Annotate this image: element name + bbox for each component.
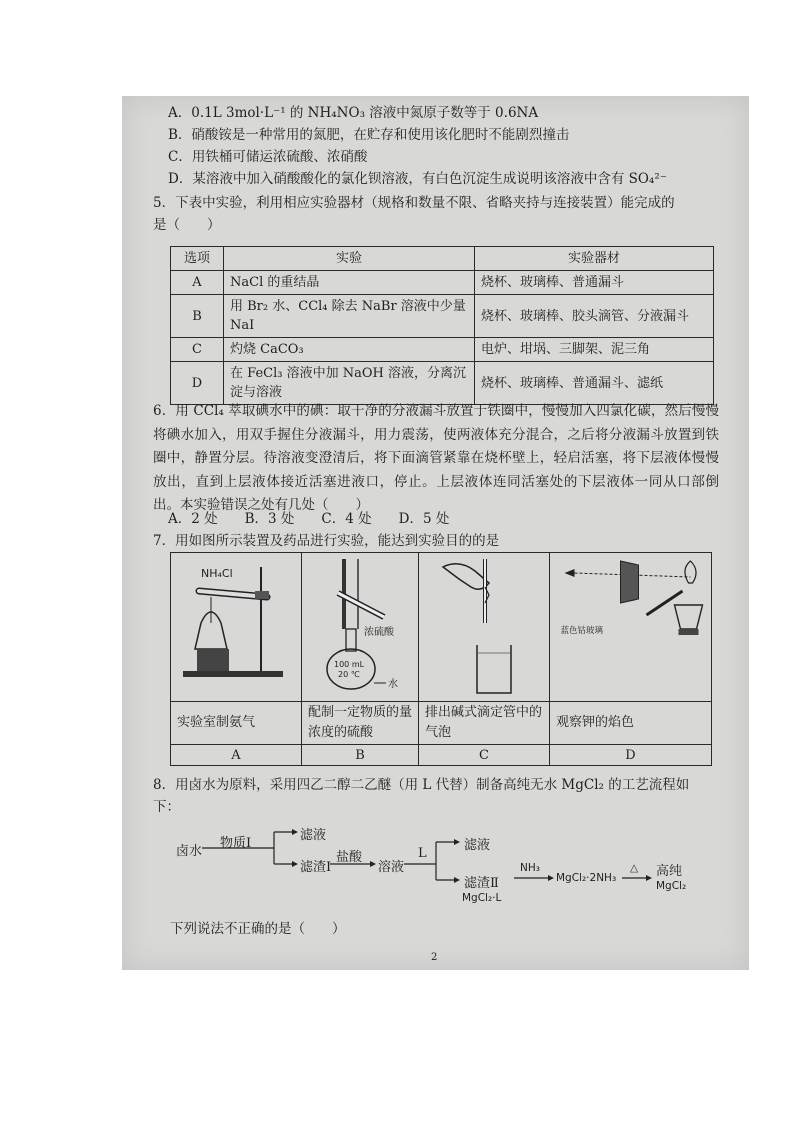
q5-cell-option: C: [171, 338, 224, 362]
q7-letter-a: A: [171, 745, 302, 766]
q4-option-c: C．用铁桶可储运浓硫酸、浓硝酸: [168, 149, 368, 165]
q6-stem: 6．用 CCl₄ 萃取碘水中的碘：取干净的分液漏斗放置于铁圈中，慢慢加入四氯化碳，然后慢慢将碘水加入，用双手握住分液漏斗，用力震荡，使两液体充分混合，之后将分液漏斗放置到铁圈中，静置分层。待溶液变澄清后，将下面滴管紧靠在烧杯壁上，轻启活塞，将下层液体慢慢放出，直到上层液体接近活塞进液口，停止。上层液体连同活塞处的下层液体一同从口部倒出。本实验错误之处有几处（ ）: [153, 403, 719, 513]
flow-residue-2-formula: MgCl₂·L: [462, 892, 502, 904]
q7-caption-d: 观察钾的焰色: [550, 702, 712, 745]
flow-solution: 溶液: [378, 860, 405, 875]
q5-cell-equipment: 烧杯、玻璃棒、普通漏斗、滤纸: [475, 362, 714, 405]
q7-letter-c: C: [419, 745, 550, 766]
q7-figure-d: [550, 553, 712, 702]
q7-caption-a: 实验室制氨气: [171, 702, 302, 745]
flow-intermediate: MgCl₂·2NH₃: [556, 872, 617, 884]
q7-figure-a: [171, 553, 302, 702]
ammonia-apparatus-icon: [171, 553, 301, 701]
q8-stem: 8．用卤水为原料，采用四乙二醇二乙醚（用 L 代替）制备高纯无水 MgCl₂ 的工艺流程如: [153, 777, 690, 793]
q4-option-b: B．硝酸铵是一种常用的氮肥，在贮存和使用该化肥时不能剧烈撞击: [168, 127, 570, 143]
conc-sulfuric-label: 浓硫酸: [364, 627, 394, 638]
q5-cell-experiment: 在 FeCl₃ 溶液中加 NaOH 溶液，分离沉淀与溶液: [224, 362, 475, 405]
flow-product-line2: MgCl₂: [656, 880, 687, 892]
q5-cell-option: B: [171, 295, 224, 338]
flow-reagent-2: 盐酸: [336, 850, 363, 865]
flow-product-line1: 高纯: [656, 864, 683, 879]
q7-figure-c: [419, 553, 550, 702]
q5-stem-cont: 是（ ）: [153, 217, 221, 233]
q4-option-d: D．某溶液中加入硝酸酸化的氯化钡溶液，有白色沉淀生成说明该溶液中含有 SO₄²⁻: [168, 171, 667, 187]
flow-residue-2: 滤渣Ⅱ: [464, 876, 499, 891]
q5-cell-option: D: [171, 362, 224, 405]
flow-start: 卤水: [176, 844, 203, 859]
flow-residue-1: 滤渣Ⅰ: [300, 860, 332, 875]
q5-header-equipment: 实验器材: [475, 247, 714, 271]
table-row: [171, 271, 714, 295]
q7-letter-d: D: [550, 745, 712, 766]
q5-cell-equipment: 电炉、坩埚、三脚架、泥三角: [475, 338, 714, 362]
table-row: [171, 338, 714, 362]
q7-letter-b: B: [302, 745, 419, 766]
flow-filtrate-2: 滤液: [464, 838, 491, 853]
q8-flow-diagram: [170, 826, 710, 916]
q7-figure-b: [302, 553, 419, 702]
flow-heat: △: [630, 862, 639, 874]
q5-cell-experiment: NaCl 的重结晶: [224, 271, 475, 295]
q5-header-option: 选项: [171, 247, 224, 271]
q5-cell-equipment: 烧杯、玻璃棒、普通漏斗: [475, 271, 714, 295]
q5-cell-experiment: 灼烧 CaCO₃: [224, 338, 475, 362]
q5-table-header: [171, 247, 714, 271]
q4-option-a: A．0.1L 3mol·L⁻¹ 的 NH₄NO₃ 溶液中氮原子数等于 0.6NA: [168, 105, 539, 121]
q7-stem: 7．用如图所示装置及药品进行实验，能达到实验目的的是: [153, 533, 500, 549]
flame-test-icon: [550, 553, 711, 701]
flow-reagent-3: L: [418, 846, 427, 861]
flow-reagent-4: NH₃: [520, 862, 540, 874]
q5-cell-equipment: 烧杯、玻璃棒、胶头滴管、分液漏斗: [475, 295, 714, 338]
nh4cl-label: NH₄Cl: [201, 567, 233, 580]
page-number: 2: [431, 952, 438, 963]
q5-stem: 5．下表中实验，利用相应实验器材（规格和数量不限、省略夹持与连接装置）能完成的: [153, 195, 675, 211]
flask-volume-label: 100 mL: [334, 660, 365, 669]
flask-temp-label: 20 ℃: [338, 670, 360, 679]
table-row: [171, 362, 714, 405]
burette-icon: [419, 553, 549, 701]
q5-cell-option: A: [171, 271, 224, 295]
table-row: [171, 295, 714, 338]
cobalt-glass-label: 蓝色钴玻璃: [560, 626, 604, 636]
q5-table: [170, 246, 714, 405]
q5-header-experiment: 实验: [224, 247, 475, 271]
q7-caption-c: 排出碱式滴定管中的气泡: [419, 702, 550, 745]
water-label: 水: [388, 679, 398, 690]
q8-question: 下列说法不正确的是（ ）: [170, 921, 346, 937]
volumetric-flask-icon: [302, 553, 418, 701]
q6-options: A．2 处 B．3 处 C．4 处 D．5 处: [168, 511, 450, 527]
q8-stem-cont: 下：: [153, 799, 180, 815]
q5-cell-experiment: 用 Br₂ 水、CCl₄ 除去 NaBr 溶液中少量 NaI: [224, 295, 475, 338]
q7-table: [170, 552, 712, 766]
flow-filtrate-1: 滤液: [300, 828, 327, 843]
q7-caption-b: 配制一定物质的量浓度的硫酸: [302, 702, 419, 745]
flow-reagent-1: 物质Ⅰ: [220, 836, 252, 851]
